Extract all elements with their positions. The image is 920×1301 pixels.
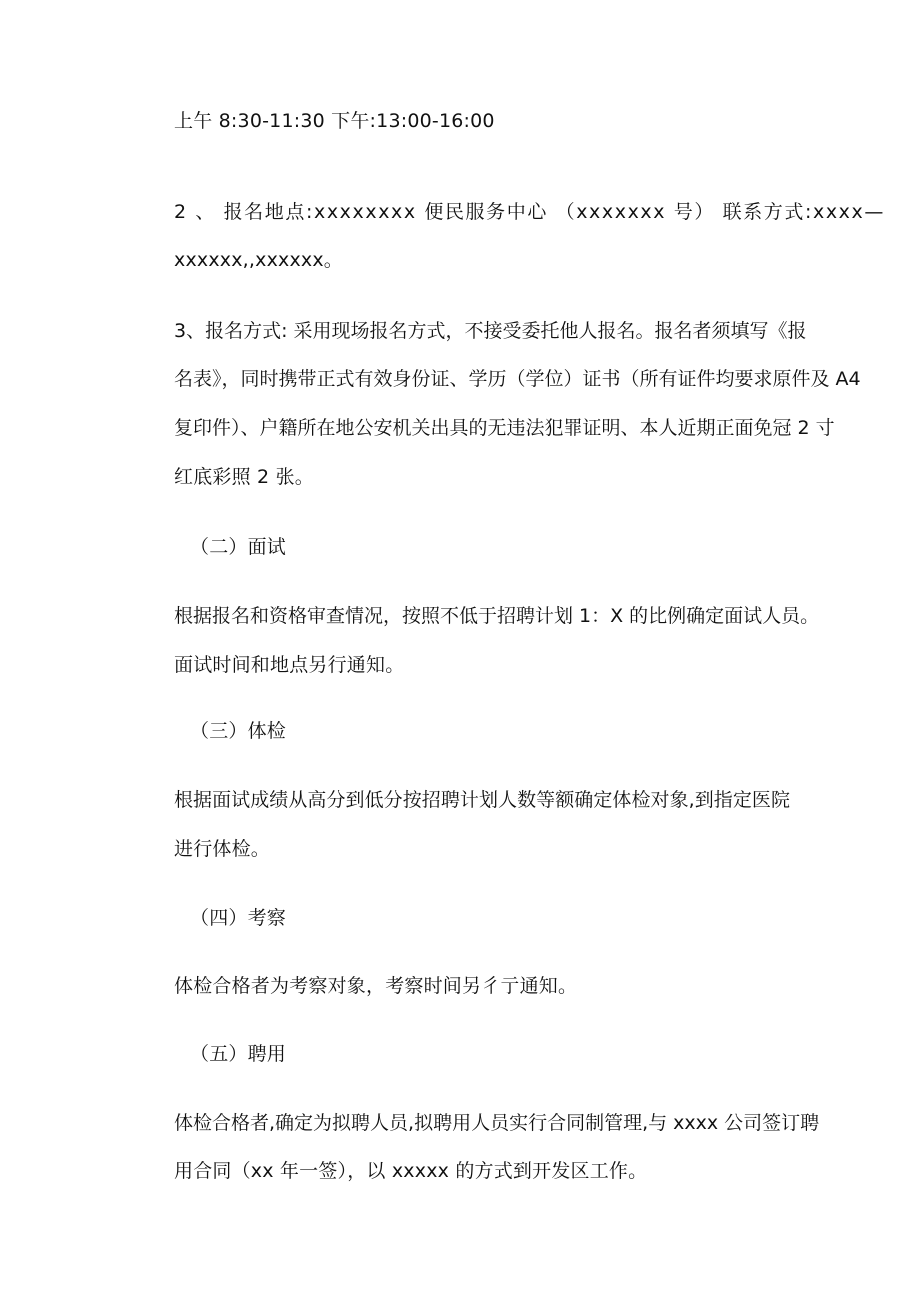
office-hours-line: 上午 8:30-11:30 下午:13:00-16:00 xyxy=(174,110,495,132)
registration-method-line-4: 红底彩照 2 张。 xyxy=(174,466,314,488)
section-heading-physical-exam: （三）体检 xyxy=(190,720,287,742)
employment-paragraph-line-1: 体检合格者,确定为拟聘人员,拟聘用人员实行合同制管理,与 xxxx 公司签订聘 xyxy=(174,1112,820,1134)
physical-exam-paragraph-line-1: 根据面试成绩从高分到低分按招聘计划人数等额确定体检对象,到指定医院 xyxy=(174,789,790,811)
interview-paragraph-line-1: 根据报名和资格审查情况，按照不低于招聘计划 1：X 的比例确定面试人员。 xyxy=(174,605,820,627)
registration-method-line-2: 名表》，同时携带正式有效身份证、学历（学位）证书（所有证件均要求原件及 A4 xyxy=(174,368,861,390)
section-heading-interview: （二）面试 xyxy=(190,536,287,558)
registration-location-line-2: xxxxxx,,xxxxxx。 xyxy=(174,249,344,271)
interview-paragraph-line-2: 面试时间和地点另行通知。 xyxy=(174,654,405,676)
registration-method-line-1: 3、报名方式: 采用现场报名方式，不接受委托他人报名。报名者须填写《报 xyxy=(174,320,807,342)
section-heading-employment: （五）聘用 xyxy=(190,1043,287,1065)
assessment-paragraph: 体检合格者为考察对象，考察时间另彳亍通知。 xyxy=(174,975,578,997)
physical-exam-paragraph-line-2: 进行体检。 xyxy=(174,838,271,860)
section-heading-assessment: （四）考察 xyxy=(190,907,287,929)
employment-paragraph-line-2: 用合同（xx 年一签），以 xxxxx 的方式到开发区工作。 xyxy=(174,1160,648,1182)
registration-location-line-1: 2 、 报名地点:xxxxxxxx 便民服务中心 （xxxxxxx 号） 联系方式:xxxx— xyxy=(174,201,885,223)
registration-method-line-3: 复印件）、户籍所在地公安机关出具的无违法犯罪证明、本人近期正面免冠 2 寸 xyxy=(174,417,835,439)
